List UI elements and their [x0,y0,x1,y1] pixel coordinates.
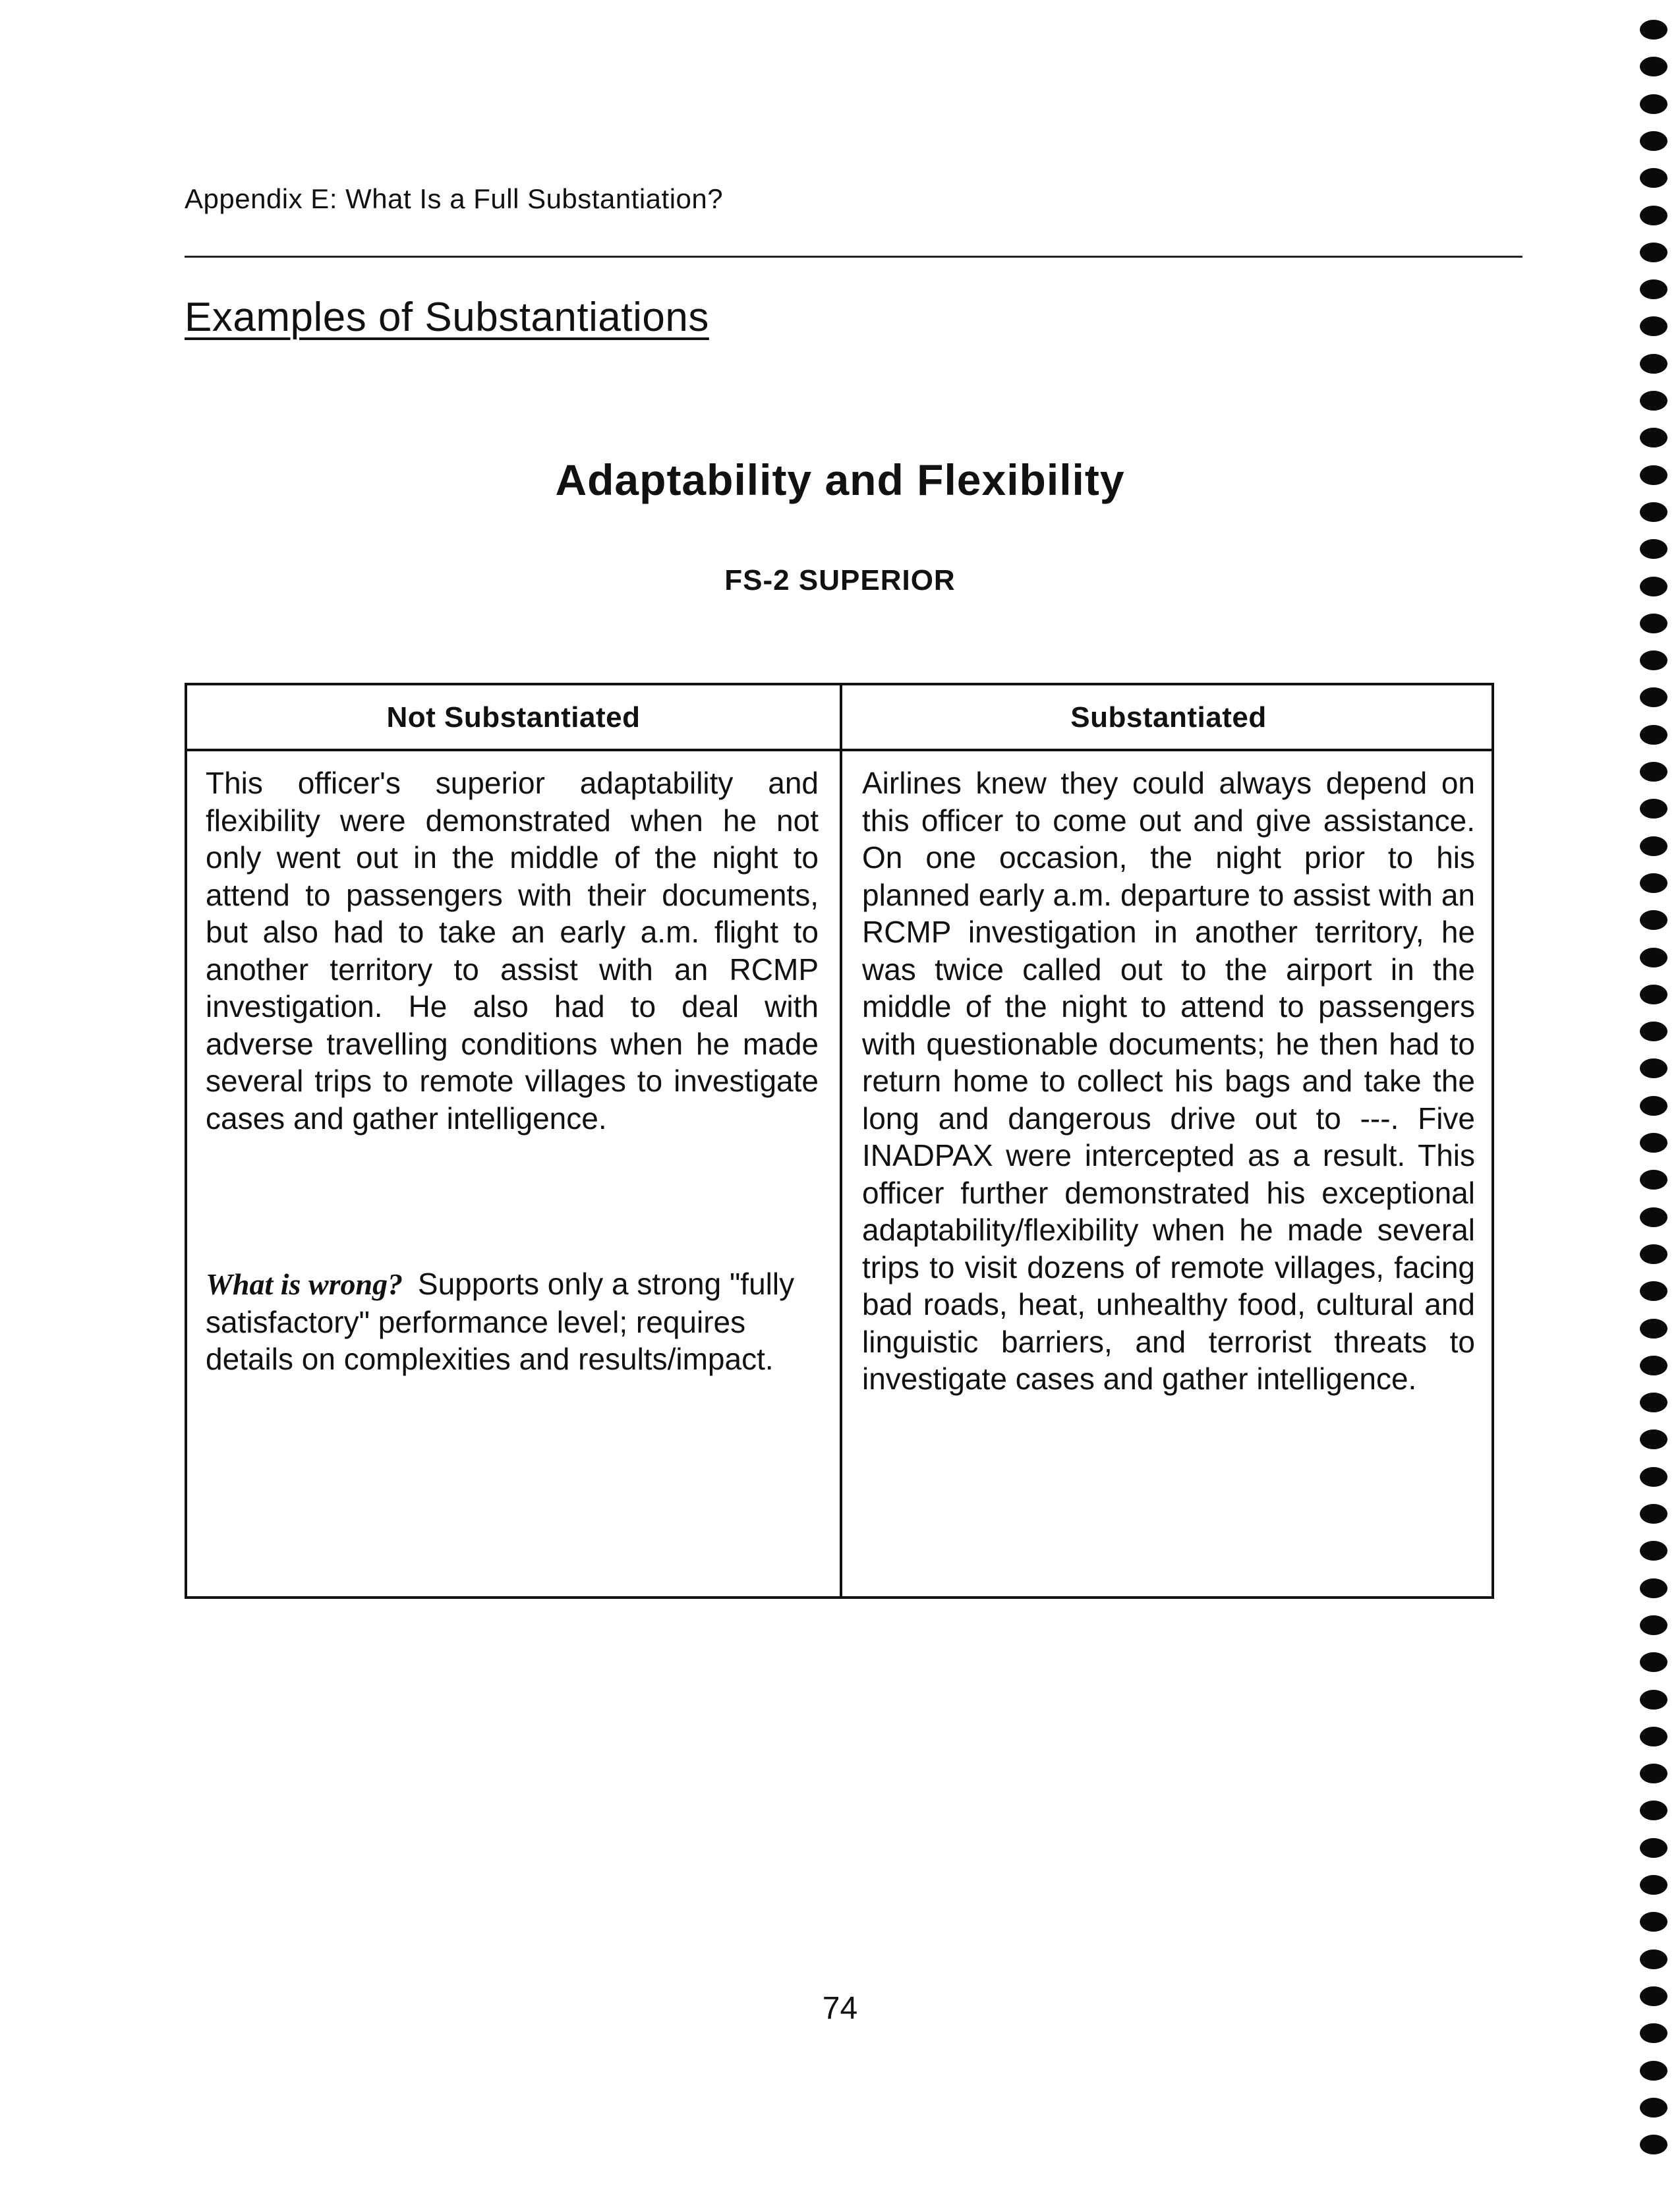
binding-hole [1640,1058,1667,1078]
binding-hole [1640,1281,1667,1301]
binding-hole [1640,1393,1667,1412]
binding-hole [1640,539,1667,559]
binding-hole [1640,1690,1667,1710]
binding-hole [1640,614,1667,633]
column-divider [840,685,842,1596]
binding-hole [1640,279,1667,299]
binding-hole [1640,650,1667,670]
column-header-substantiated: Substantiated [1070,701,1267,734]
binding-hole [1640,502,1667,522]
binding-hole [1640,1652,1667,1672]
binding-hole [1640,1133,1667,1153]
not-substantiated-text: This officer's superior adaptability and flexibility were demonstrated when he not only went out in the middle of the night to attend to passengers with their documents, but also had to take an early a.m. flight to another territory to assist with an RCMP investigation. He also had to deal with adverse travelling conditions when he made several trips to remote villages to investigate cases and gather intelligence. [206,766,819,1136]
binding-hole [1640,1429,1667,1449]
binding-hole [1640,1170,1667,1190]
binding-hole [1640,20,1667,40]
binding-hole [1640,2023,1667,2043]
binding-hole [1640,1207,1667,1227]
binding-hole [1640,354,1667,374]
binding-hole [1640,1727,1667,1746]
binding-hole [1640,836,1667,856]
binding-hole [1640,206,1667,225]
binding-hole [1640,1838,1667,1858]
binding-hole [1640,57,1667,76]
binding-hole [1640,1949,1667,1969]
binding-hole [1640,1875,1667,1895]
binding-hole [1640,1764,1667,1783]
running-header: Appendix E: What Is a Full Substantiation? [185,183,724,214]
page-title: Adaptability and Flexibility [555,455,1125,504]
binding-hole [1640,1912,1667,1932]
binding-hole [1640,1986,1667,2006]
binding-hole [1640,2135,1667,2154]
binding-hole [1640,391,1667,411]
binding-hole [1640,1615,1667,1635]
binding-hole [1640,873,1667,893]
binding-hole [1640,1801,1667,1820]
binding-hole [1640,131,1667,151]
binding-hole [1640,168,1667,188]
binding-hole [1640,762,1667,782]
binding-hole [1640,2061,1667,2081]
binding-hole [1640,1319,1667,1339]
binding-hole [1640,1096,1667,1116]
binding-hole [1640,577,1667,596]
binding-hole [1640,1541,1667,1561]
binding-hole [1640,243,1667,262]
column-header-not-substantiated: Not Substantiated [386,701,641,734]
critique-label: What is wrong? [206,1267,403,1301]
header-divider [185,256,1522,258]
binding-hole [1640,985,1667,1004]
critique-note [206,1265,819,1378]
binding-hole [1640,1504,1667,1524]
page-number: 74 [822,1991,858,2026]
binding-hole [1640,465,1667,485]
binding-hole [1640,799,1667,819]
rating-subtitle: FS-2 SUPERIOR [724,564,956,596]
binding-hole [1640,1244,1667,1264]
binding-hole [1640,1022,1667,1041]
table-header-divider [187,749,1492,751]
binding-hole [1640,428,1667,447]
binding-hole [1640,948,1667,967]
binding-hole [1640,2098,1667,2118]
binding-hole [1640,687,1667,707]
binding-holes [1640,20,1673,2188]
comparison-table [185,683,1494,1599]
binding-hole [1640,725,1667,745]
substantiated-text: Airlines knew they could always depend on this officer to come out and give assistance. On one occasion, the night prior to his planned early a.m. departure to assist with an RCMP investigation in another territory, he was twice called out to the airport in the middle of the night to attend to passengers with questionable documents; he then had to return home to collect his bags and take the long and dangerous drive out to ---. Five INADPAX were intercepted as a result. This officer further demonstrated his exceptional adaptability/flexibility when he made several trips to visit dozens of remote villages, facing bad roads, heat, unhealthy food, cultural and linguistic barriers, and terrorist threats to investigate cases and gather intelligence. [862,766,1475,1396]
binding-hole [1640,316,1667,336]
binding-hole [1640,1578,1667,1598]
critique-text: Supports only a strong "fully satisfactory" performance level; requires details on complexities and results/impact. [206,1267,795,1376]
binding-hole [1640,1467,1667,1487]
binding-hole [1640,910,1667,930]
section-title: Examples of Substantiations [185,295,709,340]
binding-hole [1640,94,1667,114]
binding-hole [1640,1356,1667,1375]
